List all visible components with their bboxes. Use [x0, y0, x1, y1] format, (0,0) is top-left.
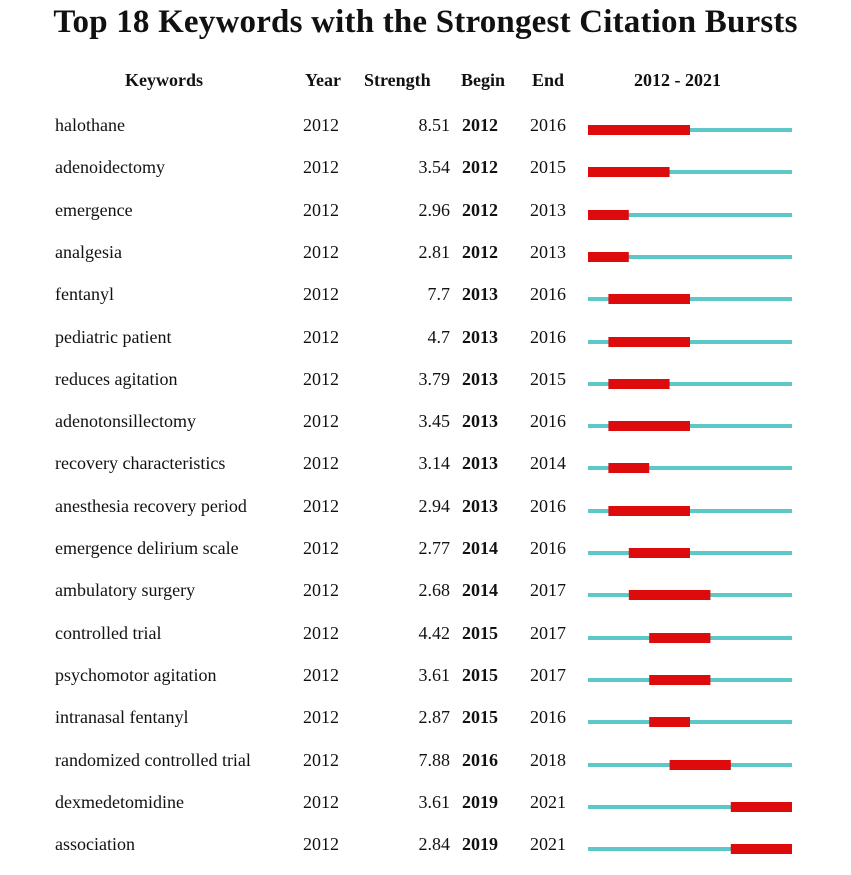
begin-cell: 2013	[462, 411, 498, 432]
header-range: 2012 - 2021	[634, 70, 721, 90]
begin-cell: 2016	[462, 749, 498, 770]
burst-timeline	[580, 326, 800, 356]
burst-timeline	[580, 199, 800, 229]
burst-bar	[649, 633, 710, 643]
begin-cell: 2013	[462, 368, 498, 389]
table-row	[0, 791, 851, 833]
table-row	[0, 199, 851, 241]
keyword-cell: intranasal fentanyl	[55, 707, 189, 728]
keyword-cell: fentanyl	[55, 284, 114, 305]
burst-bar	[588, 167, 670, 177]
table-row	[0, 368, 851, 410]
strength-cell: 7.7	[427, 284, 450, 305]
burst-bar	[608, 337, 690, 347]
burst-timeline	[580, 495, 800, 525]
keyword-cell: ambulatory surgery	[55, 580, 196, 601]
burst-timeline	[580, 114, 800, 144]
burst-bar	[608, 421, 690, 431]
header-strength: Strength	[364, 70, 431, 90]
begin-cell: 2015	[462, 664, 498, 685]
strength-cell: 8.51	[418, 115, 450, 135]
end-cell: 2014	[530, 453, 566, 474]
strength-cell: 7.88	[418, 749, 450, 770]
burst-bar	[649, 675, 710, 685]
burst-timeline	[580, 664, 800, 694]
burst-timeline	[580, 833, 800, 863]
end-cell: 2021	[530, 834, 566, 855]
burst-bar	[588, 125, 690, 135]
burst-timeline	[580, 368, 800, 398]
burst-bar	[731, 802, 792, 812]
burst-timeline	[580, 156, 800, 186]
burst-timeline	[580, 283, 800, 313]
end-cell: 2017	[530, 664, 566, 685]
table-row	[0, 283, 851, 325]
table-row	[0, 410, 851, 452]
table-row	[0, 114, 851, 156]
end-cell: 2016	[530, 115, 566, 135]
burst-timeline	[580, 749, 800, 779]
keyword-cell: pediatric patient	[55, 326, 172, 347]
year-cell: 2012	[303, 664, 339, 685]
header-end: End	[532, 70, 565, 90]
table-row	[0, 495, 851, 537]
keyword-cell: anesthesia recovery period	[55, 495, 247, 516]
year-cell: 2012	[303, 284, 339, 305]
header-begin: Begin	[461, 70, 506, 90]
table-row	[0, 537, 851, 579]
burst-timeline	[580, 622, 800, 652]
keyword-cell: emergence	[55, 199, 133, 220]
table-row	[0, 579, 851, 621]
keyword-cell: reduces agitation	[55, 368, 178, 389]
end-cell: 2021	[530, 791, 566, 812]
keyword-cell: analgesia	[55, 241, 122, 262]
strength-cell: 2.68	[418, 580, 450, 601]
burst-timeline	[580, 241, 800, 271]
end-cell: 2015	[530, 157, 566, 178]
strength-cell: 3.45	[418, 411, 450, 432]
keyword-cell: adenoidectomy	[55, 157, 165, 178]
begin-cell: 2013	[462, 284, 498, 305]
strength-cell: 4.7	[427, 326, 450, 347]
year-cell: 2012	[303, 326, 339, 347]
year-cell: 2012	[303, 834, 339, 855]
year-cell: 2012	[303, 453, 339, 474]
strength-cell: 3.61	[418, 664, 450, 685]
year-cell: 2012	[303, 495, 339, 516]
keyword-cell: association	[55, 834, 135, 855]
end-cell: 2016	[530, 707, 566, 728]
strength-cell: 2.81	[418, 241, 450, 262]
keyword-cell: dexmedetomidine	[55, 791, 184, 812]
year-cell: 2012	[303, 411, 339, 432]
chart-title: Top 18 Keywords with the Strongest Citation Bursts	[53, 4, 798, 40]
strength-cell: 3.61	[418, 791, 450, 812]
begin-cell: 2013	[462, 495, 498, 516]
burst-timeline	[580, 410, 800, 440]
strength-cell: 2.96	[418, 199, 450, 220]
year-cell: 2012	[303, 199, 339, 220]
keyword-cell: emergence delirium scale	[55, 538, 239, 558]
table-row	[0, 326, 851, 368]
end-cell: 2017	[530, 622, 566, 643]
burst-bar	[588, 252, 629, 262]
year-cell: 2012	[303, 368, 339, 389]
burst-timeline	[580, 537, 800, 567]
end-cell: 2018	[530, 749, 566, 770]
strength-cell: 2.77	[418, 538, 450, 558]
year-cell: 2012	[303, 115, 339, 135]
burst-timeline	[580, 452, 800, 482]
begin-cell: 2014	[462, 580, 498, 601]
begin-cell: 2012	[462, 115, 498, 135]
year-cell: 2012	[303, 707, 339, 728]
burst-bar	[731, 844, 792, 854]
year-cell: 2012	[303, 749, 339, 770]
strength-cell: 2.87	[418, 707, 450, 728]
table-row	[0, 706, 851, 748]
table-row	[0, 156, 851, 198]
begin-cell: 2019	[462, 791, 498, 812]
table-row	[0, 241, 851, 283]
end-cell: 2016	[530, 284, 566, 305]
end-cell: 2015	[530, 368, 566, 389]
burst-bar	[608, 506, 690, 516]
begin-cell: 2013	[462, 453, 498, 474]
strength-cell: 3.79	[418, 368, 450, 389]
header-year: Year	[305, 70, 341, 90]
keyword-cell: recovery characteristics	[55, 453, 226, 474]
begin-cell: 2012	[462, 157, 498, 178]
burst-timeline	[580, 579, 800, 609]
keyword-cell: halothane	[55, 115, 125, 135]
table-row	[0, 664, 851, 706]
keyword-cell: adenotonsillectomy	[55, 411, 196, 432]
year-cell: 2012	[303, 241, 339, 262]
end-cell: 2016	[530, 538, 566, 558]
end-cell: 2016	[530, 411, 566, 432]
begin-cell: 2015	[462, 622, 498, 643]
begin-cell: 2012	[462, 199, 498, 220]
end-cell: 2016	[530, 326, 566, 347]
burst-bar	[608, 294, 690, 304]
year-cell: 2012	[303, 157, 339, 178]
burst-bar	[608, 379, 669, 389]
table-row	[0, 749, 851, 791]
keyword-cell: randomized controlled trial	[55, 749, 251, 770]
burst-bar	[670, 760, 731, 770]
burst-bar	[588, 210, 629, 220]
burst-bar	[608, 463, 649, 473]
strength-cell: 2.84	[418, 834, 450, 855]
burst-bar	[649, 717, 690, 727]
table-row	[0, 452, 851, 494]
strength-cell: 2.94	[418, 495, 450, 516]
burst-timeline	[580, 791, 800, 821]
keyword-cell: controlled trial	[55, 622, 162, 643]
end-cell: 2013	[530, 199, 566, 220]
keyword-cell: psychomotor agitation	[55, 664, 217, 685]
header-keywords: Keywords	[125, 70, 203, 90]
strength-cell: 3.14	[418, 453, 450, 474]
end-cell: 2013	[530, 241, 566, 262]
burst-timeline	[580, 706, 800, 736]
burst-bar	[629, 590, 711, 600]
strength-cell: 3.54	[418, 157, 450, 178]
year-cell: 2012	[303, 791, 339, 812]
begin-cell: 2015	[462, 707, 498, 728]
end-cell: 2016	[530, 495, 566, 516]
year-cell: 2012	[303, 622, 339, 643]
burst-bar	[629, 548, 690, 558]
year-cell: 2012	[303, 538, 339, 558]
year-cell: 2012	[303, 580, 339, 601]
begin-cell: 2019	[462, 834, 498, 855]
begin-cell: 2014	[462, 538, 498, 558]
begin-cell: 2013	[462, 326, 498, 347]
strength-cell: 4.42	[418, 622, 450, 643]
begin-cell: 2012	[462, 241, 498, 262]
end-cell: 2017	[530, 580, 566, 601]
table-row	[0, 622, 851, 664]
